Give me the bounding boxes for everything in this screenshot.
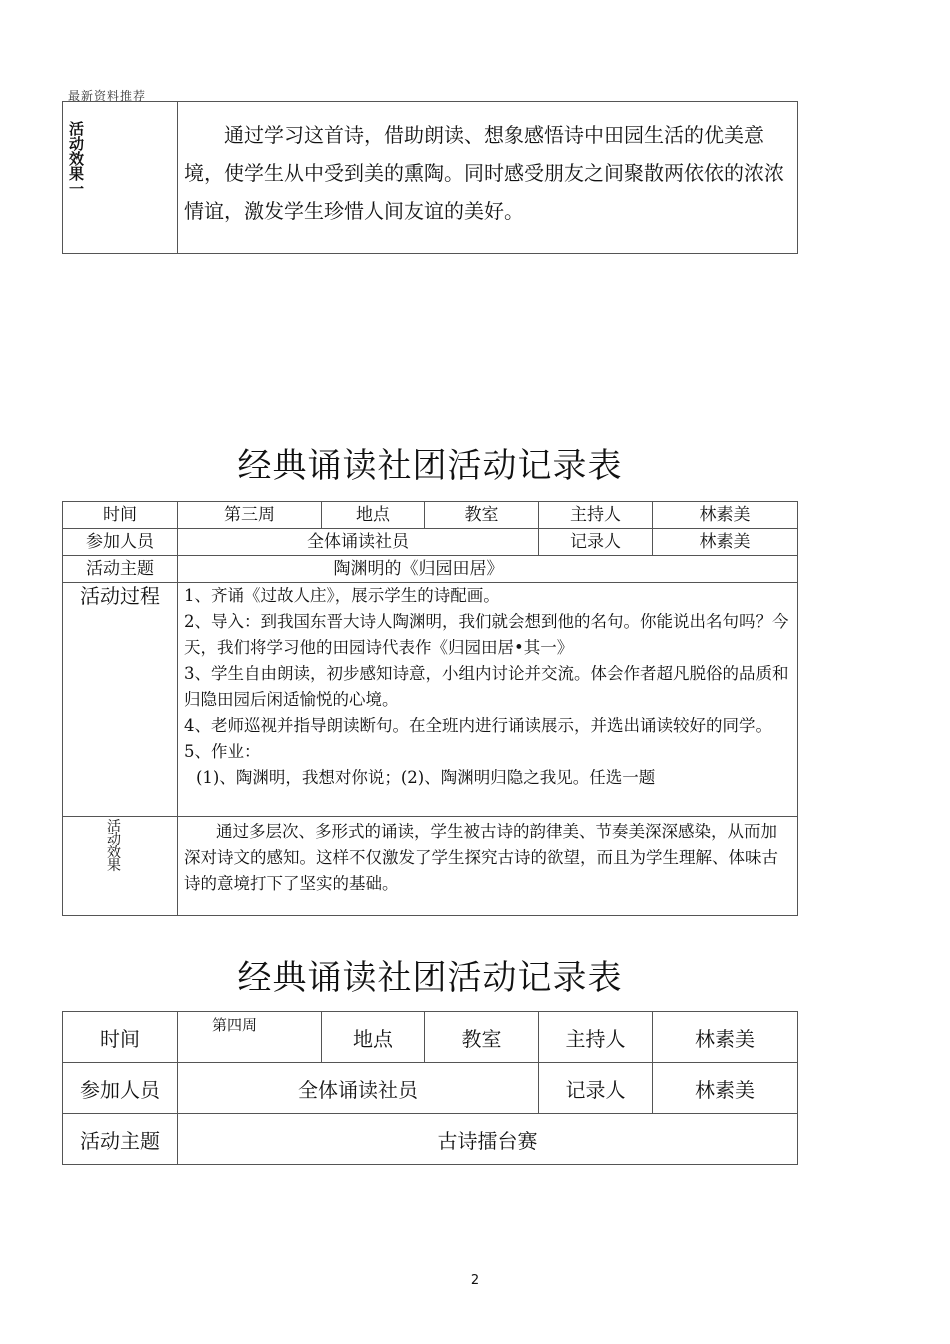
- process-step-5: 5、作业：: [184, 742, 261, 761]
- effect2-text: 通过多层次、多形式的诵读，学生被古诗的韵律美、节奏美深深感染，从而加深对诗文的感知。这样不仅激发了学生探究古诗的欲望，而且为学生理解、体味古诗的意境打下了坚实的基础。: [178, 817, 798, 916]
- header-note: 最新资料推荐: [68, 89, 147, 103]
- process-content: [178, 583, 798, 817]
- theme-label-2: 活动主题: [63, 1114, 178, 1165]
- time-value-2: 第四周: [178, 1012, 322, 1063]
- effect2-label: 活动效果: [107, 819, 121, 874]
- place-value: 教室: [425, 502, 539, 529]
- process-label: 活动过程: [63, 583, 178, 817]
- effect-label-cell: [63, 102, 178, 254]
- effect-text-cell: [178, 102, 798, 254]
- record-table-week4: [62, 1011, 798, 1165]
- record-table-title-1: 经典诵读社团活动记录表: [237, 446, 623, 486]
- process-step-3: 3、学生自由朗读，初步感知诗意，小组内讨论并交流。体会作者超凡脱俗的品质和归隐田园后闲适愉悦的心境。: [184, 664, 789, 709]
- place-label: 地点: [322, 502, 425, 529]
- page-number: 2: [470, 1273, 480, 1288]
- participants-label: 参加人员: [63, 529, 178, 556]
- time-label-2: 时间: [63, 1012, 178, 1063]
- effect-table-1: [62, 101, 798, 254]
- participants-label-2: 参加人员: [63, 1063, 178, 1114]
- effect-text: 通过学习这首诗，借助朗读、想象感悟诗中田园生活的优美意境，使学生从中受到美的熏陶。同时感受朋友之间聚散两依依的浓浓情谊，激发学生珍惜人间友谊的美好。: [184, 123, 784, 223]
- theme-value-2: 古诗擂台赛: [178, 1114, 798, 1165]
- participants-value-2: 全体诵读社员: [178, 1063, 539, 1114]
- time-value: 第三周: [178, 502, 322, 529]
- effect2-label-cell: [63, 817, 178, 916]
- host-value: 林素美: [653, 502, 798, 529]
- recorder-value: 林素美: [653, 529, 798, 556]
- record-table-title-2: 经典诵读社团活动记录表: [237, 958, 623, 998]
- process-step-2: 2、导入：到我国东晋大诗人陶渊明，我们就会想到他的名句。你能说出名句吗？今天，我们将学习他的田园诗代表作《归园田居•其一》: [184, 612, 789, 657]
- host-value-2: 林素美: [653, 1012, 798, 1063]
- recorder-value-2: 林素美: [653, 1063, 798, 1114]
- recorder-label-2: 记录人: [539, 1063, 653, 1114]
- host-label-2: 主持人: [539, 1012, 653, 1063]
- time-label: 时间: [63, 502, 178, 529]
- place-label-2: 地点: [322, 1012, 425, 1063]
- recorder-label: 记录人: [539, 529, 653, 556]
- participants-value: 全体诵读社员: [178, 529, 539, 556]
- effect-label: 活动效果一: [69, 120, 85, 198]
- place-value-2: 教室: [425, 1012, 539, 1063]
- record-table-week3: [62, 501, 798, 916]
- process-step-1: 1、齐诵《过故人庄》，展示学生的诗配画。: [184, 586, 500, 605]
- process-step-5-detail: (1)、陶渊明，我想对你说；(2)、陶渊明归隐之我见。任选一题: [196, 768, 656, 787]
- theme-value: 陶渊明的《归园田居》: [178, 556, 798, 583]
- host-label: 主持人: [539, 502, 653, 529]
- theme-label: 活动主题: [63, 556, 178, 583]
- process-step-4: 4、老师巡视并指导朗读断句。在全班内进行诵读展示，并选出诵读较好的同学。: [184, 716, 772, 735]
